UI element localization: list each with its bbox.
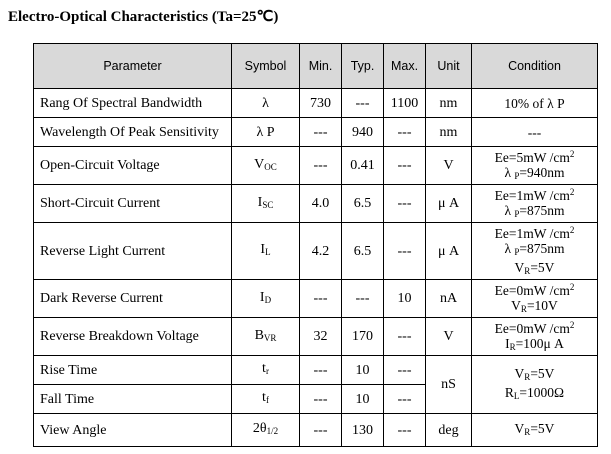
condition-line: Ee=1mW $/cm^2$ xyxy=(494,187,575,203)
min-cell: --- xyxy=(300,118,342,147)
max-cell: --- xyxy=(384,414,426,447)
unit-cell: deg xyxy=(426,414,472,447)
table-row xyxy=(34,223,598,280)
electro-optical-table xyxy=(33,43,598,447)
condition-line: $R_L=1000\Omega$ xyxy=(504,384,565,401)
table-row xyxy=(34,89,598,118)
min-cell: 730 xyxy=(300,89,342,118)
condition-line: $V_R=5V$ xyxy=(514,365,555,382)
page-title: Electro-Optical Characteristics (Ta=25℃) xyxy=(8,9,279,25)
header-condition: Condition xyxy=(472,44,598,89)
typ-cell: 940 xyxy=(342,118,384,147)
parameter-cell: Rang Of Spectral Bandwidth xyxy=(34,89,232,118)
symbol-cell: $B_{VR}$ xyxy=(232,318,300,356)
symbol-cell: $I_{SC}$ xyxy=(232,185,300,223)
unit-cell: V xyxy=(426,318,472,356)
header-typ: Typ. xyxy=(342,44,384,89)
min-cell: --- xyxy=(300,280,342,318)
symbol-cell: λ P xyxy=(232,118,300,147)
max-cell: --- xyxy=(384,385,426,414)
typ-cell: 6.5 xyxy=(342,185,384,223)
header-max: Max. xyxy=(384,44,426,89)
condition-line: --- xyxy=(527,124,542,140)
unit-cell: nm xyxy=(426,118,472,147)
typ-cell: 10 xyxy=(342,385,384,414)
typ-cell: 6.5 xyxy=(342,223,384,280)
condition-line: Ee=0mW $/cm^2$ xyxy=(494,320,575,336)
typ-cell: --- xyxy=(342,89,384,118)
condition-cell xyxy=(472,118,598,147)
condition-line: $V_R=10V$ xyxy=(511,298,558,314)
condition-line: Ee=0mW $/cm^2$ xyxy=(494,282,575,298)
unit-cell: nm xyxy=(426,89,472,118)
condition-line: λ $_P$=875nm xyxy=(504,203,565,219)
max-cell: 1100 xyxy=(384,89,426,118)
parameter-cell: Reverse Light Current xyxy=(34,223,232,280)
parameter-cell: Open-Circuit Voltage xyxy=(34,147,232,185)
symbol-cell: λ xyxy=(232,89,300,118)
typ-cell: 170 xyxy=(342,318,384,356)
table-row xyxy=(34,280,598,318)
unit-cell: μ A xyxy=(426,185,472,223)
table-row xyxy=(34,118,598,147)
condition-cell xyxy=(472,414,598,447)
max-cell: --- xyxy=(384,223,426,280)
condition-line: Ee=5mW $/cm^2$ xyxy=(494,149,575,165)
parameter-cell: View Angle xyxy=(34,414,232,447)
typ-cell: 0.41 xyxy=(342,147,384,185)
symbol-cell: $V_{OC}$ xyxy=(232,147,300,185)
min-cell: 4.0 xyxy=(300,185,342,223)
min-cell: --- xyxy=(300,356,342,385)
max-cell: --- xyxy=(384,147,426,185)
unit-cell: nS xyxy=(426,356,472,414)
table-row xyxy=(34,414,598,447)
condition-cell xyxy=(472,89,598,118)
condition-line: λ $_P$=875nm xyxy=(504,241,565,257)
condition-cell xyxy=(472,318,598,356)
parameter-cell: Reverse Breakdown Voltage xyxy=(34,318,232,356)
condition-cell xyxy=(472,185,598,223)
symbol-cell: $t_f$ xyxy=(232,385,300,414)
max-cell: --- xyxy=(384,118,426,147)
min-cell: 4.2 xyxy=(300,223,342,280)
condition-line: 10% of λ P xyxy=(504,95,565,111)
condition-cell xyxy=(472,223,598,280)
typ-cell: --- xyxy=(342,280,384,318)
table-row xyxy=(34,185,598,223)
unit-cell: μ A xyxy=(426,223,472,280)
typ-cell: 10 xyxy=(342,356,384,385)
table-row xyxy=(34,356,598,385)
symbol-cell: $t_r$ xyxy=(232,356,300,385)
parameter-cell: Fall Time xyxy=(34,385,232,414)
symbol-cell: $2\theta_{1/2}$ xyxy=(232,414,300,447)
header-min: Min. xyxy=(300,44,342,89)
parameter-cell: Short-Circuit Current xyxy=(34,185,232,223)
parameter-cell: Wavelength Of Peak Sensitivity xyxy=(34,118,232,147)
table-row xyxy=(34,318,598,356)
min-cell: 32 xyxy=(300,318,342,356)
parameter-cell: Rise Time xyxy=(34,356,232,385)
table-row xyxy=(34,147,598,185)
condition-line: Ee=1mW $/cm^2$ xyxy=(494,225,575,241)
symbol-cell: $I_L$ xyxy=(232,223,300,280)
min-cell: --- xyxy=(300,414,342,447)
unit-cell: V xyxy=(426,147,472,185)
min-cell: --- xyxy=(300,147,342,185)
condition-line: $V_R=5V$ xyxy=(514,420,555,437)
parameter-cell: Dark Reverse Current xyxy=(34,280,232,318)
header-parameter: Parameter xyxy=(34,44,232,89)
header-unit: Unit xyxy=(426,44,472,89)
condition-cell xyxy=(472,147,598,185)
condition-cell xyxy=(472,280,598,318)
header-row xyxy=(34,44,598,89)
max-cell: --- xyxy=(384,185,426,223)
max-cell: --- xyxy=(384,356,426,385)
condition-line: λ $_P$=940nm xyxy=(504,165,565,181)
condition-line: $V_R=5V$ xyxy=(514,260,555,276)
typ-cell: 130 xyxy=(342,414,384,447)
min-cell: --- xyxy=(300,385,342,414)
max-cell: --- xyxy=(384,318,426,356)
max-cell: 10 xyxy=(384,280,426,318)
condition-line: $I_R=100\mu$ A xyxy=(505,336,564,352)
unit-cell: nA xyxy=(426,280,472,318)
header-symbol: Symbol xyxy=(232,44,300,89)
symbol-cell: $I_D$ xyxy=(232,280,300,318)
condition-cell xyxy=(472,356,598,414)
